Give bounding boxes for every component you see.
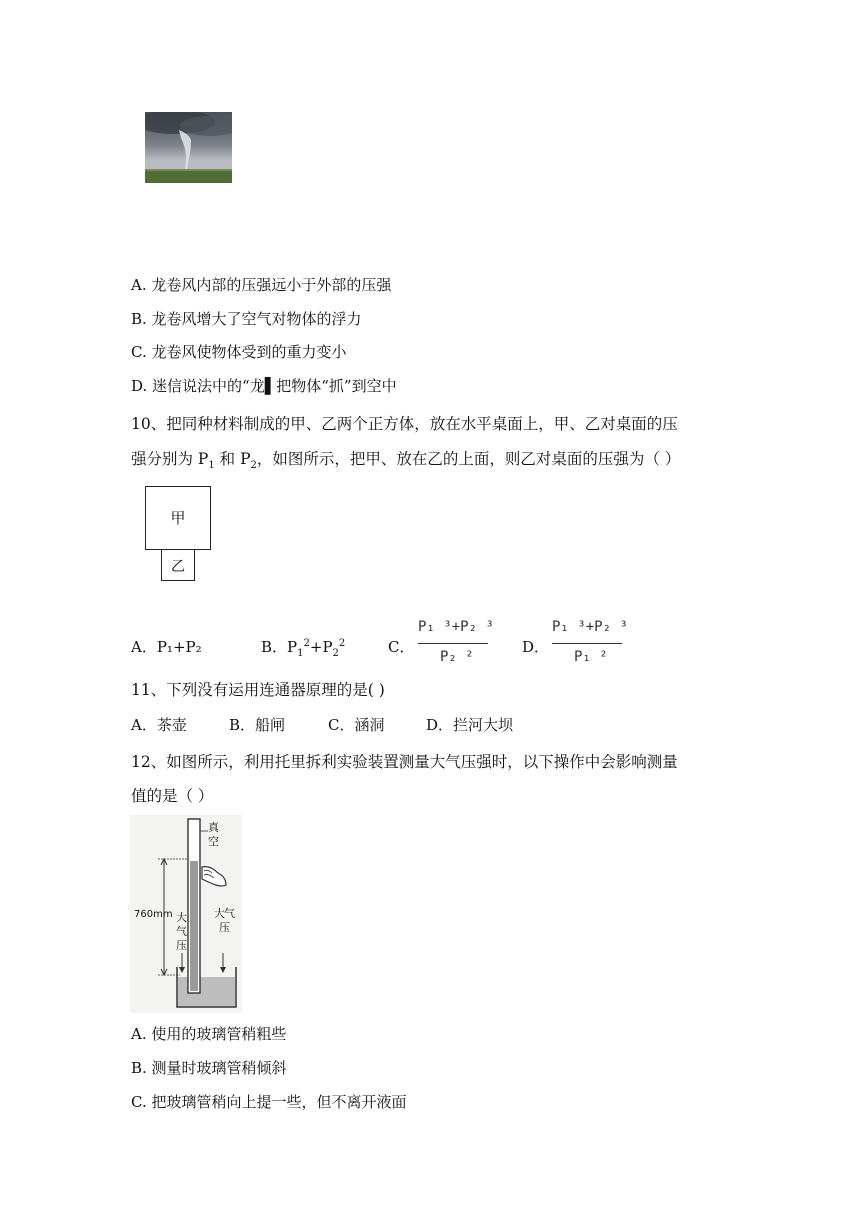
sub-1: 1 — [208, 460, 215, 472]
q12-option-a: A. 使用的玻璃管稍粗些 — [131, 1025, 287, 1043]
fraction-d-numerator: P₁ ³+P₂ ³ — [552, 619, 628, 635]
box-yi — [161, 549, 195, 581]
q10-box-diagram — [145, 486, 215, 581]
tornado-photo — [145, 112, 232, 183]
optb-sup1: 2 — [303, 638, 310, 649]
optb-sub2: 2 — [332, 648, 339, 659]
q10-option-c-label: C． — [388, 638, 415, 656]
q10-option-a: A．P₁+P₂ — [131, 638, 202, 656]
q11-option-b: B．船闸 — [229, 716, 286, 734]
fraction-c-denominator: P₂ ² — [440, 649, 474, 665]
q12-option-b: B. 测量时玻璃管稍倾斜 — [131, 1059, 287, 1077]
box-jia — [145, 486, 211, 550]
sub-2: 2 — [250, 460, 257, 472]
q10-option-d-fraction — [552, 619, 628, 675]
fraction-c-bar — [418, 643, 488, 644]
q10-stem-line2 — [131, 449, 680, 476]
label-760mm: 760mm — [134, 909, 173, 920]
q12-stem-line1: 12、如图所示，利用托里拆利实验装置测量大气压强时，以下操作中会影响测量 — [131, 753, 678, 771]
q10-option-b — [261, 636, 345, 659]
q10-text-a: 强分别为 P — [131, 450, 209, 468]
fraction-d-denominator: P₁ ² — [574, 649, 608, 665]
label-atmosphere-left: 大气压 — [176, 911, 187, 952]
q10-option-c-fraction — [418, 619, 494, 675]
optb-mid: +P — [309, 638, 333, 656]
q12-option-c: C. 把玻璃管稍向上提一些，但不离开液面 — [131, 1093, 407, 1111]
q11-option-d: D．拦河大坝 — [426, 716, 514, 734]
torricelli-apparatus-figure — [130, 815, 242, 1013]
q9-option-a: A. 龙卷风内部的压强远小于外部的压强 — [131, 276, 392, 294]
q11-option-a: A．茶壶 — [131, 716, 187, 734]
q12-stem-line2: 值的是（ ） — [131, 787, 214, 805]
q11-option-c: C．涵洞 — [328, 716, 385, 734]
label-atmosphere-right: 大气压 — [214, 907, 234, 934]
optb-p: B．P — [261, 638, 298, 656]
q9-option-b: B. 龙卷风增大了空气对物体的浮力 — [131, 310, 362, 328]
q10-stem-line1: 10、把同种材料制成的甲、乙两个正方体，放在水平桌面上，甲、乙对桌面的压 — [131, 415, 678, 433]
q10-text-c: ，如图所示，把甲、放在乙的上面，则乙对桌面的压强为（ ） — [256, 450, 681, 468]
box-yi-label: 乙 — [171, 559, 185, 575]
box-jia-label: 甲 — [170, 509, 186, 527]
q11-stem: 11、下列没有运用连通器原理的是( ) — [131, 681, 385, 699]
fraction-d-bar — [552, 643, 622, 644]
optb-sub1: 1 — [297, 648, 304, 659]
label-vacuum: 真空 — [208, 821, 219, 848]
fraction-c-numerator: P₁ ³+P₂ ³ — [418, 619, 494, 635]
optb-sup2: 2 — [338, 638, 346, 649]
q10-text-b: 和 P — [214, 450, 251, 468]
q10-option-d-label: D． — [522, 638, 550, 656]
q11-options — [131, 714, 731, 734]
q9-option-c: C. 龙卷风使物体受到的重力变小 — [131, 343, 347, 361]
q9-option-d: D. 迷信说法中的“龙▌把物体“抓”到空中 — [131, 377, 397, 395]
